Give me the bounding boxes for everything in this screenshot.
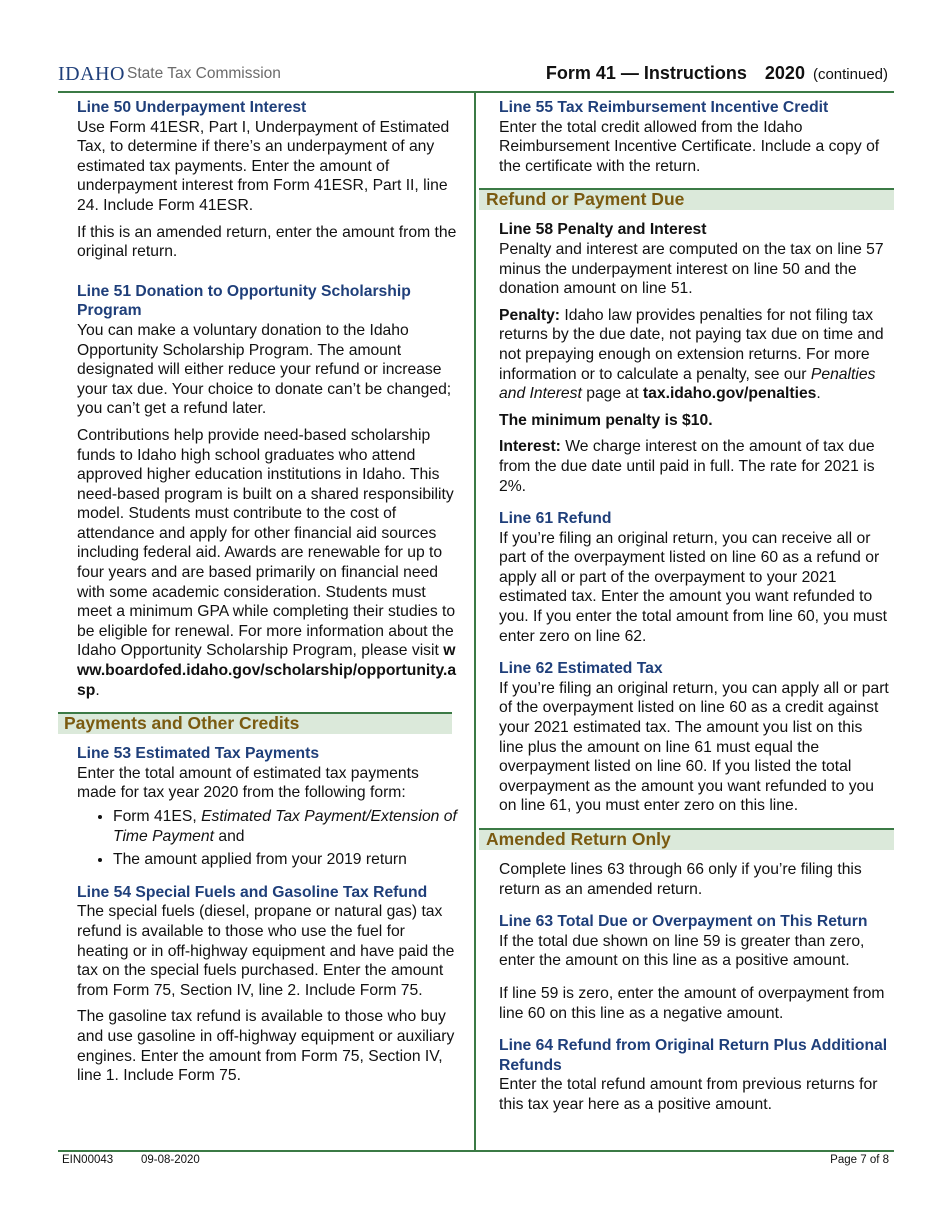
- line-53-list: [77, 807, 459, 870]
- line-62-text: If you’re filing an original return, you can apply all or part of the overpayment listed on line 60 as a credit against your 2021 estimated tax. The amount you list on this line plus the amount on line 61 must equal the overpayment listed on line 60. If you listed the total overpayment as the amount you want refunded to you on line 61, you must enter zero on this line.: [499, 679, 889, 815]
- penalty-mid: page at: [586, 385, 639, 403]
- page-number: Page 7 of 8: [830, 1154, 889, 1166]
- footer-date: 09-08-2020: [141, 1154, 200, 1166]
- list-item: • The amount applied from your 2019 return: [113, 850, 459, 870]
- section-amended: [486, 828, 891, 850]
- amended-intro: Complete lines 63 through 66 only if you’re filing this return as an amended return.: [499, 861, 862, 898]
- right-column: [486, 98, 891, 1122]
- line-51-heading: Line 51 Donation to Opportunity Scholarship Program: [77, 282, 411, 320]
- line-61-heading: Line 61 Refund: [499, 510, 612, 528]
- section-amended-title: Amended Return Only: [486, 829, 671, 849]
- footer-code: EIN00043: [62, 1154, 114, 1166]
- line-54-text: The special fuels (diesel, propane or natural gas) tax refund is available to those who use the fuel for heating or in off-highway equipment and have paid the tax on the special fuels purchased. Enter the amount from Form 75, Section IV, line 2. Include Form 75.: [77, 903, 455, 999]
- bullet-1-post: and: [218, 827, 245, 845]
- section-payments-title: Payments and Other Credits: [64, 713, 300, 734]
- line-64-heading: Line 64 Refund from Original Return Plus Additional Refunds: [499, 1037, 888, 1074]
- bullet-1-italic: Estimated Tax Payment/Extension of Time Payment: [113, 808, 457, 845]
- line-58-text: Penalty and interest are computed on the tax on line 57 minus the underpayment interest on line 50 and the donation amount on line 51.: [499, 240, 884, 298]
- interest-paragraph: [499, 437, 891, 496]
- minimum-penalty: The minimum penalty is $10.: [499, 411, 713, 429]
- line-63-zero-text: If line 59 is zero, enter the amount of overpayment from line 60 on this line as a negative amount.: [499, 984, 885, 1022]
- line-50-heading: Line 50 Underpayment Interest: [77, 99, 307, 116]
- penalties-link[interactable]: tax.idaho.gov/penalties: [642, 385, 817, 403]
- penalty-paragraph: [499, 306, 891, 404]
- penalty-text: Idaho law provides penalties for not filing tax returns by the due date, not paying tax due on time and not prepaying enough on extension returns. For more information or to calculate a penalty, see our: [499, 306, 884, 383]
- line-51-period: .: [95, 681, 100, 699]
- agency-name: State Tax Commission: [127, 65, 281, 82]
- line-64-text: Enter the total refund amount from previous returns for this tax year here as a positive amount.: [499, 1076, 878, 1113]
- page-header: [58, 60, 888, 88]
- line-51-contributions-text: Contributions help provide need-based scholarship funds to Idaho high school graduates who attend approved higher education institutions in Idaho. This need-based program is built on a shared responsibility model. Students must contribute to the cost of attendance and apply for other financial aid sources including federal aid. Awards are renewable for up to four years and are based primarily on financial need with some academic consideration. Students must meet a minimum GPA while completing their studies to be eligible for renewal. For more information about the Idaho Opportunity Scholarship Program, please visit: [77, 426, 456, 660]
- section-refund: [486, 188, 891, 210]
- line-61-text: If you’re filing an original return, you can receive all or part of the overpayment listed on line 60 as a refund or apply all or part of the overpayment to your 2021 estimated tax. Enter the amount you want refunded to you. If you enter the total amount from line 60, you must enter zero on line 62.: [499, 529, 888, 645]
- penalty-period: .: [816, 385, 821, 403]
- line-63-heading: Line 63 Total Due or Overpayment on This Return: [499, 913, 868, 931]
- left-column: [64, 98, 459, 1093]
- line-51-contributions: [77, 426, 459, 700]
- section-payments: [64, 712, 459, 734]
- line-50-text: Use Form 41ESR, Part I, Underpayment of Estimated Tax, to determine if there’s an underpayment of any estimated tax payments. Enter the amount of underpayment interest from Form 41ESR, Part II, line 24. Include Form 41ESR.: [77, 118, 450, 214]
- line-55-text: Enter the total credit allowed from the Idaho Reimbursement Incentive Certificate. Include a copy of the certificate with the return.: [499, 118, 880, 175]
- line-50-amended-text: If this is an amended return, enter the amount from the original return.: [77, 223, 457, 261]
- form-title: [546, 63, 888, 84]
- bullet-1-pre: Form 41ES,: [113, 808, 197, 825]
- line-53-text: Enter the total amount of estimated tax payments made for tax year 2020 from the following form:: [77, 764, 419, 802]
- header-rule: [58, 91, 894, 93]
- column-divider: [474, 92, 476, 1151]
- penalty-page-name: Penalties and Interest: [499, 365, 876, 403]
- continued-label: (continued): [812, 66, 888, 83]
- line-54-gasoline-text: The gasoline tax refund is available to those who buy and use gasoline in off-highway equipment or auxiliary engines. Enter the amount from Form 75, Section IV, line 1. Include Form 75.: [77, 1008, 455, 1085]
- form-year: 2020: [764, 63, 805, 83]
- line-62-heading: Line 62 Estimated Tax: [499, 660, 663, 678]
- idaho-logo: IDAHO: [58, 63, 125, 85]
- interest-label: Interest:: [499, 438, 561, 456]
- line-58-heading: Line 58 Penalty and Interest: [499, 221, 707, 239]
- penalty-label: Penalty:: [499, 306, 561, 324]
- scholarship-link[interactable]: www.boardofed.idaho.gov/scholarship/opportunity.asp: [77, 642, 457, 699]
- footer-rule: [58, 1150, 894, 1152]
- line-63-text: If the total due shown on line 59 is greater than zero, enter the amount on this line as a positive amount.: [499, 932, 865, 970]
- line-51-text: You can make a voluntary donation to the Idaho Opportunity Scholarship Program. The amount designated will either reduce your refund or increase your tax due. Your choice to donate can’t be changed; you can’t get a refund later.: [77, 321, 452, 418]
- line-53-heading: Line 53 Estimated Tax Payments: [77, 745, 320, 763]
- interest-text: We charge interest on the amount of tax due from the due date until paid in full. The rate for 2021 is 2%.: [499, 438, 875, 495]
- list-item: [113, 807, 459, 846]
- form-title-text: Form 41 — Instructions: [545, 63, 747, 83]
- line-55-heading: Line 55 Tax Reimbursement Incentive Credit: [499, 99, 829, 116]
- line-54-heading: Line 54 Special Fuels and Gasoline Tax Refund: [77, 883, 428, 901]
- section-refund-title: Refund or Payment Due: [486, 189, 685, 210]
